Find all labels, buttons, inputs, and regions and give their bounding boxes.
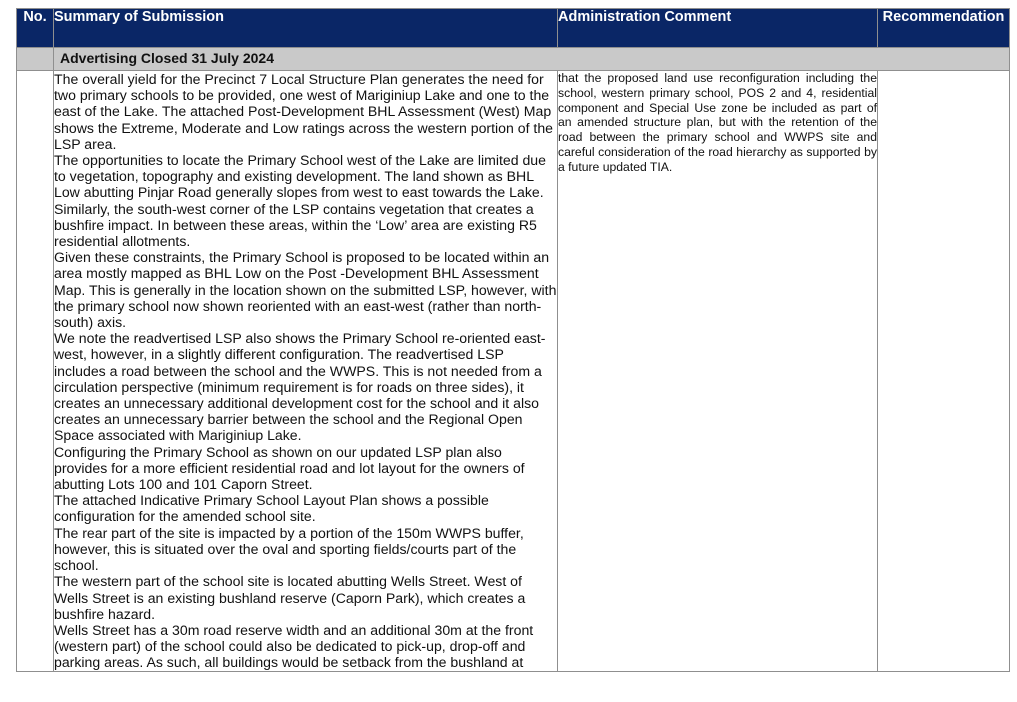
summary-paragraph: The western part of the school site is located abutting Wells Street. West of Wells Street is an existing bushland reserve (Caporn Park), which creates a bushfire hazard.	[54, 573, 526, 622]
header-recommendation: Recommendation	[878, 9, 1010, 48]
submissions-table	[16, 8, 1010, 672]
header-no: No.	[17, 9, 54, 48]
summary-paragraph: We note the readvertised LSP also shows the Primary School re-oriented east-west, however, in a slightly different configuration. The readvertised LSP includes a road between the school and the WWPS. This is not needed from a circulation perspective (minimum requirement is for roads on three sides), it creates an unnecessary additional development cost for the school and it also creates an unnecessary barrier between the school and the Regional Open Space associated with Mariginiup Lake.	[54, 330, 546, 444]
section-label: Advertising Closed 31 July 2024	[54, 48, 1010, 71]
header-admin-comment: Administration Comment	[558, 9, 878, 48]
summary-paragraph: Configuring the Primary School as shown on our updated LSP plan also provides for a more efficient residential road and lot layout for the owners of abutting Lots 100 and 101 Caporn Street.	[54, 443, 525, 493]
header-row	[17, 9, 1010, 48]
section-no-cell	[17, 48, 54, 71]
recommendation-cell	[878, 71, 1010, 672]
admin-comment-text: that the proposed land use reconfiguration including the school, western primary school, POS 2 and 4, residential component and Special Use zone be included as part of an amended structure plan, but with the retention of the road between the primary school and WWPS site and careful consideration of the road hierarchy as supported by a future updated TIA.	[558, 71, 877, 174]
summary-paragraph: The rear part of the site is impacted by a portion of the 150m WWPS buffer, however, this is situated over the oval and sporting fields/courts part of the school.	[54, 524, 524, 574]
summary-paragraph: The overall yield for the Precinct 7 Local Structure Plan generates the need for two primary schools to be provided, one west of Mariginiup Lake and one to the east of the Lake. The attached Post-Development BHL Assessment (West) Map shows the Extreme, Moderate and Low ratings across the western portion of the LSP area.	[54, 71, 554, 152]
summary-paragraph: The opportunities to locate the Primary School west of the Lake are limited due to vegetation, topography and existing development. The land shown as BHL Low abutting Pinjar Road generally slopes from west to east towards the Lake. Similarly, the south-west corner of the LSP contains vegetation that creates a bushfire impact. In between these areas, within the ‘Low’ area are existing R5 residential allotments.	[54, 152, 546, 250]
submission-no-cell	[17, 71, 54, 672]
summary-paragraph: Given these constraints, the Primary School is proposed to be located within an area mostly mapped as BHL Low on the Post -Development BHL Assessment Map. This is generally in the location shown on the submitted LSP, however, with the primary school now shown reoriented with an east-west (rather than north-south) axis.	[54, 249, 557, 331]
section-row	[17, 48, 1010, 71]
admin-comment-cell	[558, 71, 878, 672]
summary-paragraph: The attached Indicative Primary School Layout Plan shows a possible configuration for the amended school site.	[54, 492, 489, 525]
summary-cell	[54, 71, 558, 672]
header-summary: Summary of Submission	[54, 9, 558, 48]
summary-paragraph: Wells Street has a 30m road reserve width and an additional 30m at the front (western part) of the school could also be dedicated to pick-up, drop-off and parking areas. As such, all buildings would be setback from the bushland at	[54, 621, 534, 671]
submission-row	[17, 71, 1010, 672]
